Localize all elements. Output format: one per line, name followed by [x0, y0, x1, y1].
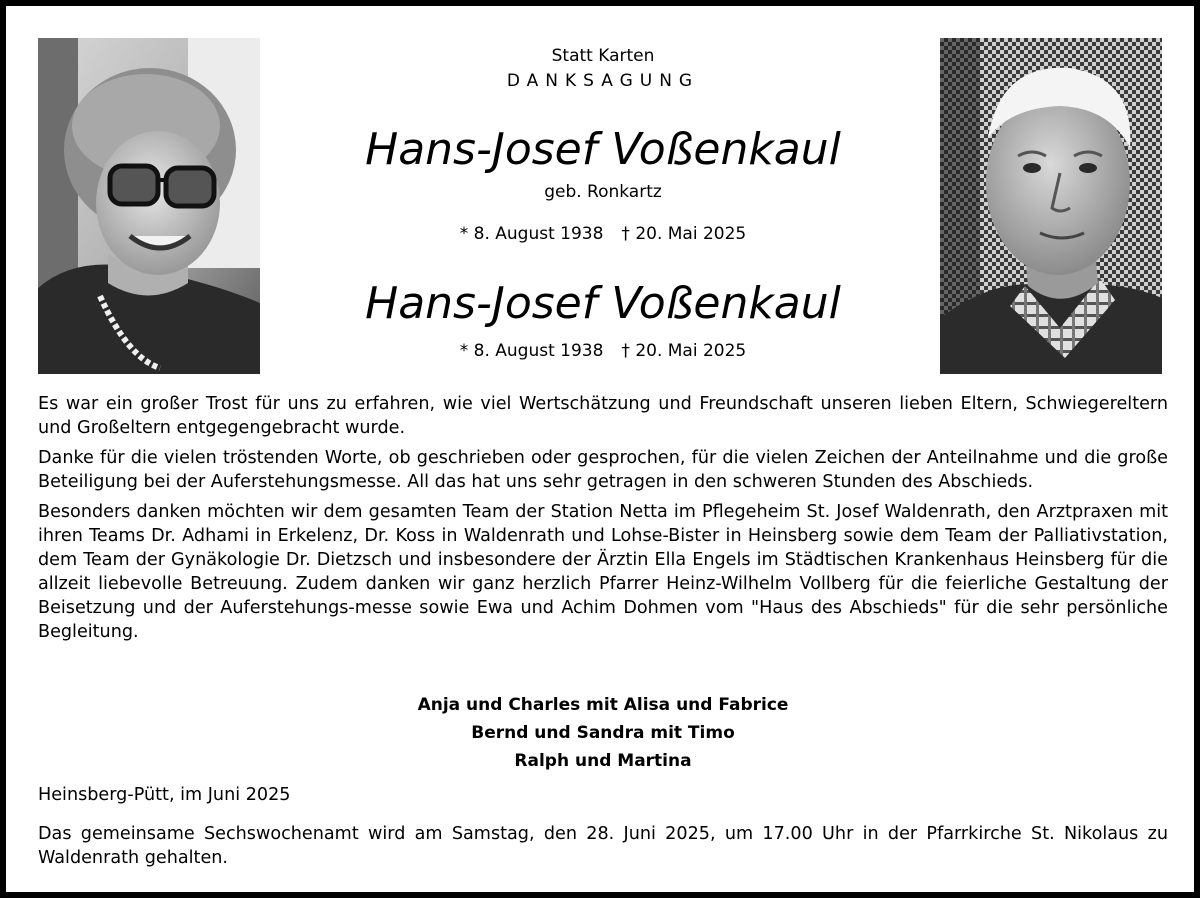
paragraph: Es war ein großer Trost für uns zu erfahren, wie viel Wertschätzung und Freundschaft unseren lieben Eltern, Schwiegereltern und Großeltern entgegengebracht wurde. — [38, 394, 1168, 438]
person2-name: Hans-Josef Voßenkaul — [365, 278, 841, 329]
person1-died: † 20. Mai 2025 — [621, 224, 747, 244]
person1-born: * 8. August 1938 — [459, 224, 604, 244]
person2-born: * 8. August 1938 — [459, 341, 604, 361]
signers-list — [38, 691, 1168, 775]
person2-dates — [266, 341, 940, 361]
paragraph: Danke für die vielen tröstenden Worte, ob geschrieben oder gesprochen, für die vielen Zeichen der Anteilnahme und die große Beteiligung bei der Auferstehungsmesse. All das hat uns sehr getragen in den schweren Stunden des Abschieds. — [38, 448, 1168, 492]
signer-line: Ralph und Martina — [514, 751, 692, 771]
closing-note: Das gemeinsame Sechswochenamt wird am Samstag, den 28. Juni 2025, um 17.00 Uhr in der Pfarrkirche St. Nikolaus zu Waldenrath gehalten. — [38, 824, 1168, 868]
portrait-photo-man — [940, 38, 1162, 374]
danksagung-title: DANKSAGUNG — [506, 71, 700, 91]
person2-died: † 20. Mai 2025 — [621, 341, 747, 361]
signer-line: Bernd und Sandra mit Timo — [471, 723, 735, 743]
portrait-photo-woman — [38, 38, 260, 374]
person1-name: Hans-Josef Voßenkaul — [365, 124, 841, 175]
person1-birth-name: geb. Ronkartz — [544, 182, 662, 202]
place-date: Heinsberg-Pütt, im Juni 2025 — [38, 785, 291, 805]
paragraph: Besonders danken möchten wir dem gesamten Team der Station Netta im Pflegeheim St. Josef Waldenrath, den Arztpraxen mit ihren Teams Dr. Adhami in Erkelenz, Dr. Koss in Waldenrath und Lohse-Bister in Heinsberg sowie dem Team der Palliativstation, dem Team der Gynäkologie Dr. Dietzsch und insbesondere der Ärztin Ella Engels im Städtischen Krankenhaus Heinsberg für die allzeit liebevolle Betreuung. Zudem danken wir ganz herzlich Pfarrer Heinz-Wilhelm Vollberg für die feierliche Gestaltung der Beisetzung und der Auferstehungs-messe sowie Ewa und Achim Dohmen vom "Haus des Abschieds" für die sehr persönliche Begleitung. — [38, 502, 1168, 642]
thank-you-text — [38, 392, 1168, 650]
statt-karten-label: Statt Karten — [551, 46, 655, 66]
signer-line: Anja und Charles mit Alisa und Fabrice — [417, 695, 789, 715]
person1-dates — [266, 224, 940, 244]
